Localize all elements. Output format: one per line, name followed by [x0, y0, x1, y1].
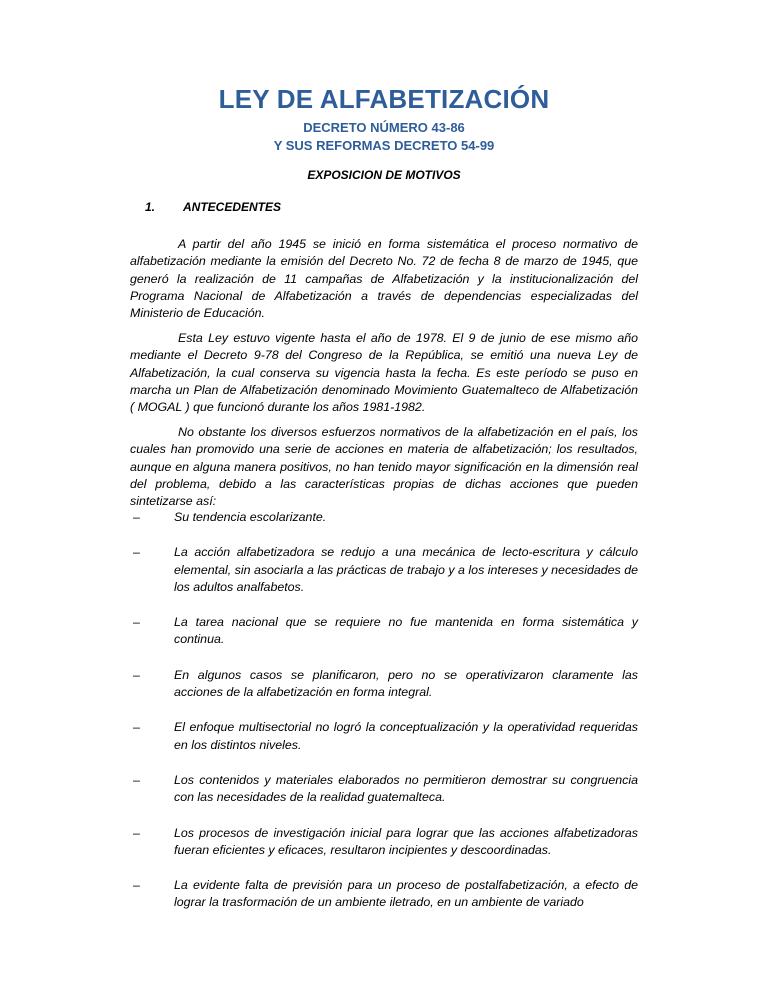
document-title: LEY DE ALFABETIZACIÓN: [218, 84, 550, 114]
list-item: – La acción alfabetizadora se redujo a una mecánica de lecto-escritura y cálculo elemental, sin asociarla a las prácticas de trabajo y a los intereses y necesidades de los adultos analfabetos.: [133, 545, 638, 594]
list-item: – El enfoque multisectorial no logró la conceptualización y la operatividad requeridas en los distintos niveles.: [133, 720, 638, 752]
subsection-number: 1.: [145, 200, 156, 214]
dash-marker: –: [133, 878, 140, 893]
characteristics-list: [130, 509, 638, 930]
dash-marker: –: [133, 510, 140, 524]
paragraph: Esta Ley estuvo vigente hasta el año de 1978. El 9 de junio de ese mismo año mediante el Decreto 9-78 del Congreso de la República, se emitió una nueva Ley de Alfabetización, la cual conserva su vigencia hasta la fecha. Es este período se puso en marcha un Plan de Alfabetización denominado Movimiento Guatemalteco de Alfabetización ( MOGAL ) que funcionó durante los años 1981-1982.: [130, 331, 638, 415]
decree-number: DECRETO NÚMERO 43-86: [303, 120, 465, 135]
decree-reforms: Y SUS REFORMAS DECRETO 54-99: [273, 138, 495, 153]
section-heading: EXPOSICION DE MOTIVOS: [307, 168, 461, 182]
list-item: – La evidente falta de previsión para un proceso de postalfabetización, a efecto de lograr la trasformación de un ambiente iletrado, en un ambiente de variado: [133, 878, 638, 910]
subsection-title: ANTECEDENTES: [183, 200, 282, 214]
paragraph: No obstante los diversos esfuerzos normativos de la alfabetización en el país, los cuales han promovido una serie de acciones en materia de alfabetización; los resultados, aunque en alguna manera positivos, no han tenido mayor significación en la dimensión real del problema, debido a las características propias de dichas acciones que pueden sintetizarse así:: [130, 425, 638, 509]
dash-marker: –: [133, 545, 140, 560]
subsection-heading: [145, 200, 281, 214]
dash-marker: –: [133, 720, 140, 735]
list-item: – Su tendencia escolarizante.: [130, 509, 638, 526]
list-item: – Los procesos de investigación inicial para lograr que las acciones alfabetizadoras fueran eficientes y eficaces, resultaron incipientes y descoordinadas.: [133, 825, 638, 857]
dash-marker: –: [133, 615, 140, 630]
list-item: – En algunos casos se planificaron, pero no se operativizaron claramente las acciones de la alfabetización en forma integral.: [133, 667, 638, 700]
list-item: – La tarea nacional que se requiere no fue mantenida en forma sistemática y continua.: [133, 615, 638, 647]
paragraph: A partir del año 1945 se inició en forma sistemática el proceso normativo de alfabetización mediante la emisión del Decreto No. 72 de fecha 8 de marzo de 1945, que generó la realización de 11 campañas de Alfabetización y la institucionalización del Programa Nacional de Alfabetización a través de dependencias especializadas del Ministerio de Educación.: [130, 237, 638, 321]
dash-marker: –: [133, 825, 140, 840]
list-item: – Los contenidos y materiales elaborados no permitieron demostrar su congruencia con las necesidades de la realidad guatemalteca.: [133, 772, 638, 805]
dash-marker: –: [133, 667, 140, 682]
dash-marker: –: [133, 772, 140, 787]
